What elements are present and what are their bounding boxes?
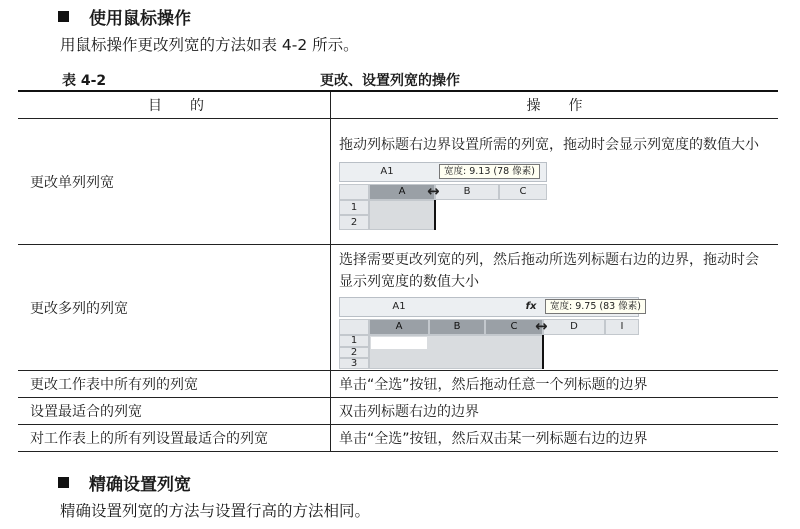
row-purpose: 更改单列列宽 (18, 119, 331, 245)
table-row (18, 245, 778, 371)
row-header: 1 (339, 200, 369, 215)
name-box: A1 (380, 166, 394, 177)
column-width-table (18, 90, 778, 452)
select-all-corner (339, 319, 369, 335)
fx-icon: fx (525, 301, 537, 312)
section-heading-precise (58, 470, 191, 495)
row-header: 3 (339, 358, 369, 369)
table-row (18, 398, 778, 425)
section-title: 精确设置列宽 (89, 475, 191, 495)
header-operation: 操 作 (331, 91, 779, 119)
drag-guide-line (434, 200, 436, 230)
square-bullet-icon (58, 477, 69, 488)
row-operation: 双击列标题右边的边界 (331, 398, 779, 425)
table-header-row (18, 91, 778, 119)
name-box: A1 (392, 301, 406, 312)
row-purpose: 对工作表上的所有列设置最适合的列宽 (18, 425, 331, 452)
square-bullet-icon (58, 11, 69, 22)
column-header: A (369, 319, 429, 335)
table-row (18, 425, 778, 452)
section-heading-mouse (58, 4, 191, 29)
select-all-corner (339, 184, 369, 200)
row-header: 2 (339, 215, 369, 230)
active-cell (371, 337, 427, 349)
row-operation: 选择需要更改列宽的列，然后拖动所选列标题右边的边界，拖动时会显示列宽度的数值大小 (339, 252, 759, 290)
spreadsheet-screenshot-multi (339, 297, 639, 369)
row-purpose: 更改多列的列宽 (18, 245, 331, 371)
column-header: C (485, 319, 543, 335)
row-header: 1 (339, 335, 369, 347)
table-caption-number: 表 4-2 (62, 73, 107, 89)
row-operation: 单击“全选”按钮，然后双击某一列标题右边的边界 (331, 425, 779, 452)
column-header: I (605, 319, 639, 335)
row-operation: 单击“全选”按钮，然后拖动任意一个列标题的边界 (331, 371, 779, 398)
row-operation-cell (331, 119, 779, 245)
width-tooltip: 宽度: 9.13 (78 像素) (439, 164, 540, 179)
section-title: 使用鼠标操作 (89, 9, 191, 29)
column-header: A (369, 184, 435, 200)
resize-cursor-icon: ↔ (535, 317, 548, 335)
spreadsheet-screenshot-single (339, 162, 547, 232)
table-row (18, 119, 778, 245)
header-purpose: 目 的 (18, 91, 331, 119)
width-tooltip: 宽度: 9.75 (83 像素) (545, 299, 646, 314)
outro-paragraph: 精确设置列宽的方法与设置行高的方法相同。 (60, 502, 371, 520)
row-purpose: 设置最适合的列宽 (18, 398, 331, 425)
row-header: 2 (339, 347, 369, 358)
drag-guide-line (542, 335, 544, 369)
selected-cells (369, 200, 435, 230)
row-operation: 拖动列标题右边界设置所需的列宽，拖动时会显示列宽度的数值大小 (339, 137, 759, 153)
column-header: C (499, 184, 547, 200)
intro-paragraph: 用鼠标操作更改列宽的方法如表 4-2 所示。 (60, 36, 359, 54)
table-row (18, 371, 778, 398)
row-purpose: 更改工作表中所有列的列宽 (18, 371, 331, 398)
column-header: B (435, 184, 499, 200)
column-header: D (543, 319, 605, 335)
resize-cursor-icon: ↔ (427, 182, 440, 200)
row-operation-cell (331, 245, 779, 371)
column-header: B (429, 319, 485, 335)
table-caption-title: 更改、设置列宽的操作 (320, 73, 460, 89)
